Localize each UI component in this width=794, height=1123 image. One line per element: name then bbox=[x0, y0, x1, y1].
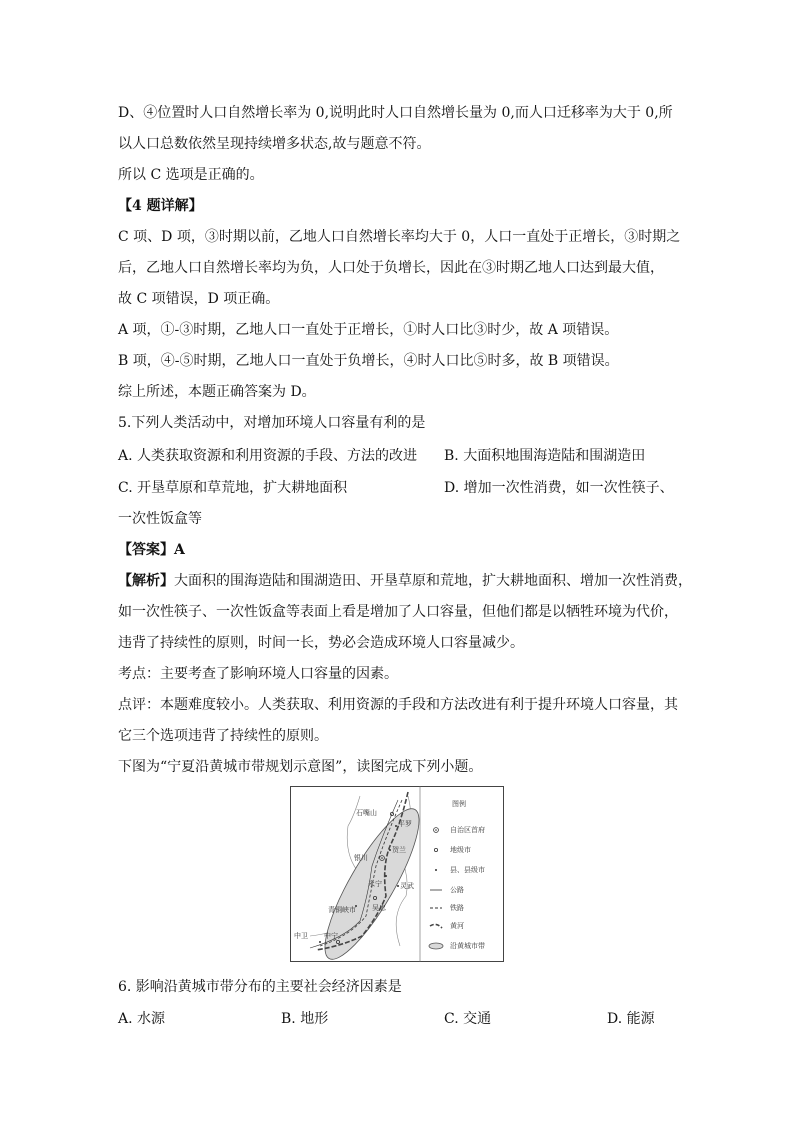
legend-title: 图例 bbox=[452, 800, 466, 808]
text-line: 后，乙地人口自然增长率均为负，人口处于负增长，因此在③时期乙地人口达到最大值， bbox=[118, 260, 664, 276]
text-line: C 项、D 项，③时期以前，乙地人口自然增长率均大于 0，人口一直处于正增长，③时期之 bbox=[118, 229, 681, 245]
q5-option-d-continued: 一次性饭盒等 bbox=[118, 511, 202, 527]
q5-option-c: C. 开垦草原和草荒地，扩大耕地面积 bbox=[118, 480, 348, 496]
city-label-qingtongxia: 青铜峡市 bbox=[328, 906, 356, 914]
city-label-yinchuan: 银川 bbox=[354, 854, 368, 862]
text-line: 综上所述，本题正确答案为 D。 bbox=[118, 384, 316, 400]
legend-county-icon bbox=[435, 869, 437, 871]
answer: 【答案】A bbox=[118, 542, 185, 558]
question-stem: 5.下列人类活动中，对增加环境人口容量有利的是 bbox=[118, 415, 426, 431]
text-line: B 项，④-⑤时期，乙地人口一直处于负增长，④时人口比⑤时多，故 B 项错误。 bbox=[118, 353, 619, 369]
analysis-line: 如一次性筷子、一次性饭盒等表面上看是增加了人口容量，但他们都是以牺牲环境为代价， bbox=[118, 604, 678, 620]
legend-highway: 公路 bbox=[450, 886, 464, 894]
map-svg bbox=[290, 786, 504, 962]
dianping-line: 点评：本题难度较小。人类获取、利用资源的手段和方法改进有利于提升环境人口容量，其 bbox=[118, 697, 678, 713]
text-line: 以人口总数依然呈现持续增多状态,故与题意不符。 bbox=[118, 136, 431, 152]
legend-belt: 沿黄城市带 bbox=[450, 942, 485, 950]
city-label-lingwu: 灵武 bbox=[400, 882, 414, 890]
legend-river: 黄河 bbox=[450, 922, 464, 930]
city-label-shizuishan: 石嘴山 bbox=[356, 809, 377, 817]
section-heading: 【4 题详解】 bbox=[118, 198, 203, 214]
city-label-zhongwei: 中卫 bbox=[294, 932, 308, 940]
q5-option-b: B. 大面积地围海造陆和围湖造田 bbox=[444, 448, 646, 464]
analysis-label: 【解析】 bbox=[118, 573, 174, 589]
q6-stem: 6. 影响沿黄城市带分布的主要社会经济因素是 bbox=[118, 979, 402, 995]
q6-option-b: B. 地形 bbox=[281, 1011, 329, 1027]
legend-prefecture: 地级市 bbox=[450, 846, 471, 854]
legend-belt-icon bbox=[429, 943, 443, 949]
city-label-helan: 贺兰 bbox=[392, 846, 406, 854]
city-label-wuzhong: 吴忠 bbox=[372, 904, 386, 912]
analysis-line: 违背了持续性的原则，时间一长，势必会造成环境人口容量减少。 bbox=[118, 635, 524, 651]
text-line: A 项，①-③时期，乙地人口一直处于正增长，①时人口比③时少，故 A 项错误。 bbox=[118, 322, 619, 338]
legend-county: 县、县级市 bbox=[450, 866, 485, 874]
city-label-pingluo: 平罗 bbox=[398, 820, 412, 828]
legend-capital: 自治区首府 bbox=[450, 826, 485, 834]
text-line: 所以 C 选项是正确的。 bbox=[118, 167, 264, 183]
city-label-zhongning: 中宁 bbox=[324, 932, 338, 940]
kaodian-line: 考点：主要考查了影响环境人口容量的因素。 bbox=[118, 666, 398, 682]
text-line: 故 C 项错误，D 项正确。 bbox=[118, 291, 280, 307]
q6-option-a: A. 水源 bbox=[118, 1011, 166, 1027]
city-label-yongning: 永宁 bbox=[368, 880, 382, 888]
analysis-text: 大面积的围海造陆和围湖造田、开垦草原和荒地，扩大耕地面积、增加一次性消费， bbox=[174, 573, 692, 589]
text-line: D、④位置时人口自然增长率为 0,说明此时人口自然增长量为 0,而人口迁移率为大于 0,所 bbox=[118, 105, 673, 121]
q6-option-c: C. 交通 bbox=[444, 1011, 492, 1027]
q5-option-d: D. 增加一次性消费，如一次性筷子、 bbox=[444, 480, 674, 496]
ningxia-map-figure bbox=[290, 786, 504, 962]
q5-option-a: A. 人类获取资源和利用资源的手段、方法的改进 bbox=[118, 448, 418, 464]
figure-intro: 下图为“宁夏沿黄城市带规划示意图”，读图完成下列小题。 bbox=[118, 759, 483, 775]
dianping-line: 它三个选项违背了持续性的原则。 bbox=[118, 728, 328, 744]
q6-option-d: D. 能源 bbox=[607, 1011, 655, 1027]
legend-railway: 铁路 bbox=[450, 904, 464, 912]
analysis-line bbox=[118, 571, 692, 591]
